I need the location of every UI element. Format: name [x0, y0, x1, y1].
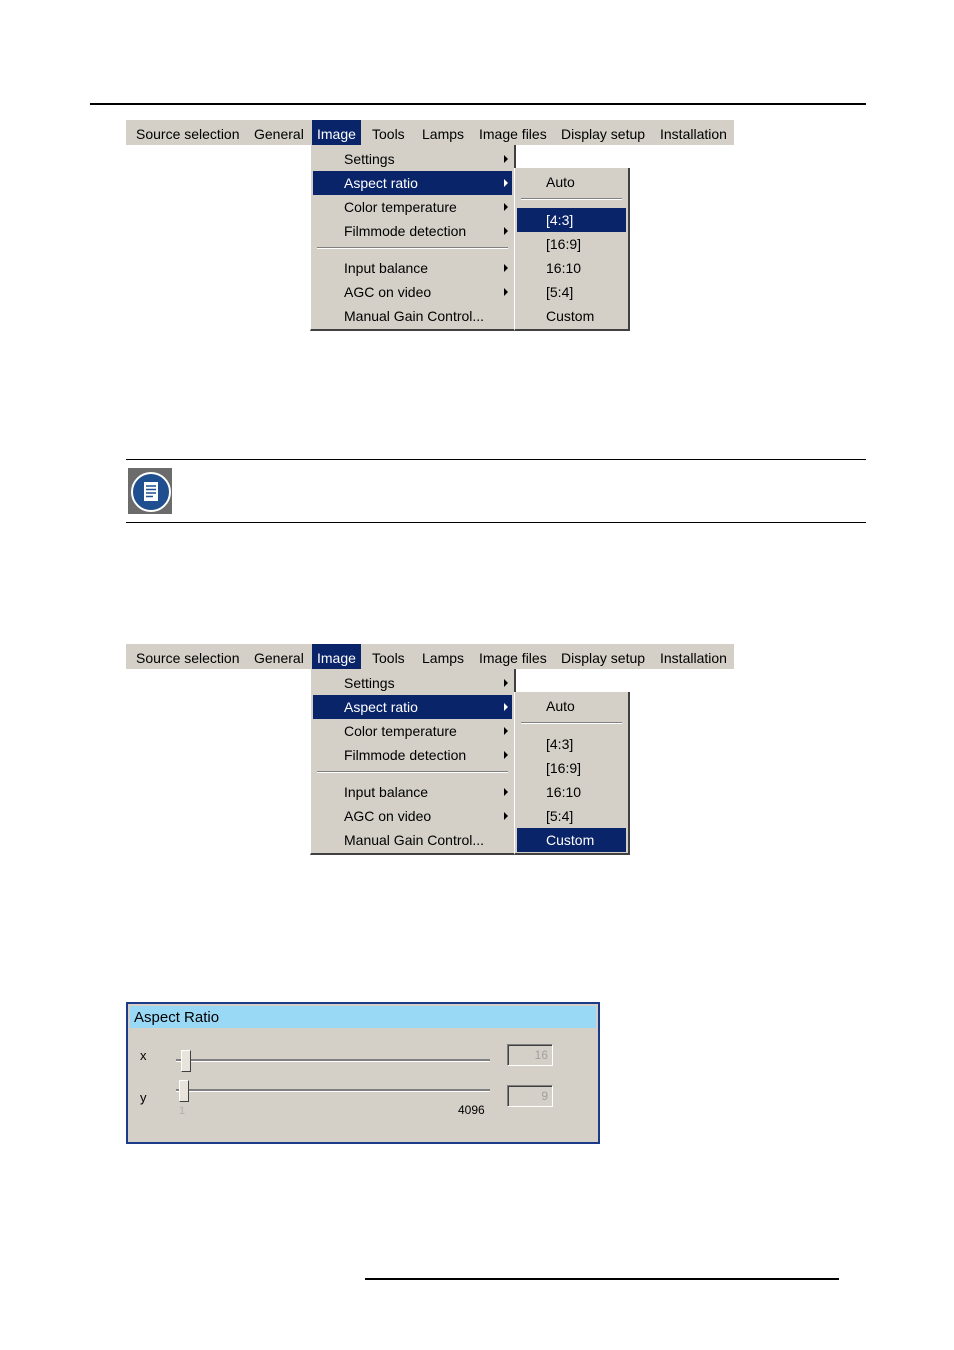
menu-bar [126, 120, 734, 145]
note-bottom-rule [126, 522, 866, 523]
y-label: y [140, 1090, 147, 1105]
x-slider-thumb[interactable] [181, 1050, 191, 1072]
submenu-arrow-icon [504, 703, 508, 711]
submenu-arrow-icon [504, 727, 508, 735]
submenu-item-4-3[interactable]: [4:3] [546, 736, 574, 752]
y-slider-track[interactable] [176, 1089, 490, 1092]
menu-item-manual-gain-control[interactable]: Manual Gain Control... [344, 308, 485, 324]
note-top-rule [126, 459, 866, 460]
menu-item-aspect-ratio[interactable]: Aspect ratio [313, 171, 512, 195]
menubar-installation[interactable]: Installation [660, 126, 727, 142]
menu-separator [317, 771, 508, 773]
image-menu [310, 145, 516, 331]
menubar-general[interactable]: General [254, 650, 304, 666]
menu-item-settings[interactable]: Settings [313, 671, 512, 695]
submenu-item-custom[interactable]: Custom [517, 828, 626, 852]
note-circle [131, 472, 171, 512]
header-rule [90, 103, 866, 105]
menu-separator [521, 198, 622, 200]
menu-item-filmmode-detection[interactable]: Filmmode detection [313, 219, 512, 243]
menu-separator [317, 247, 508, 249]
aspect-ratio-submenu [514, 692, 630, 855]
submenu-arrow-icon [504, 264, 508, 272]
submenu-item-auto[interactable]: Auto [546, 174, 575, 190]
menubar-tools[interactable]: Tools [372, 126, 405, 142]
y-slider-thumb[interactable] [179, 1080, 189, 1102]
menu-item-manual-gain-control[interactable]: Manual Gain Control... [344, 832, 485, 848]
menubar-display-setup[interactable]: Display setup [561, 650, 646, 666]
submenu-item-5-4[interactable]: [5:4] [546, 808, 574, 824]
submenu-item-auto[interactable]: Auto [546, 698, 575, 714]
menu-item-input-balance[interactable]: Input balance [313, 780, 512, 804]
menu-item-input-balance[interactable]: Input balance [313, 256, 512, 280]
footer-rule [365, 1278, 839, 1280]
menu-item-agc-on-video[interactable]: AGC on video [313, 804, 512, 828]
menubar-lamps[interactable]: Lamps [422, 126, 465, 142]
submenu-item-4-3[interactable]: [4:3] [517, 208, 626, 232]
menubar-source-selection[interactable]: Source selection [136, 126, 240, 142]
dialog-title: Aspect Ratio [130, 1006, 596, 1028]
submenu-item-16-10[interactable]: 16:10 [546, 784, 582, 800]
menu-item-settings[interactable]: Settings [313, 147, 512, 171]
menubar-image[interactable]: Image [312, 120, 361, 145]
submenu-arrow-icon [504, 288, 508, 296]
slider-min-label: 1 [179, 1105, 186, 1117]
menubar-lamps[interactable]: Lamps [422, 650, 465, 666]
menubar-image[interactable]: Image [312, 644, 361, 669]
x-slider-track[interactable] [176, 1059, 490, 1062]
submenu-item-custom[interactable]: Custom [546, 308, 595, 324]
submenu-item-16-10[interactable]: 16:10 [546, 260, 582, 276]
menubar-image-files[interactable]: Image files [479, 126, 547, 142]
submenu-arrow-icon [504, 227, 508, 235]
menu-item-color-temperature[interactable]: Color temperature [313, 719, 512, 743]
menu-bar [126, 644, 734, 669]
menu-separator [521, 722, 622, 724]
submenu-arrow-icon [504, 203, 508, 211]
menu-screenshot-1 [126, 120, 734, 335]
menubar-installation[interactable]: Installation [660, 650, 727, 666]
aspect-ratio-dialog [126, 1002, 600, 1144]
submenu-arrow-icon [504, 751, 508, 759]
menu-screenshot-2 [126, 644, 734, 859]
y-value-field[interactable]: 9 [507, 1085, 553, 1107]
submenu-item-16-9[interactable]: [16:9] [546, 760, 582, 776]
menu-item-filmmode-detection[interactable]: Filmmode detection [313, 743, 512, 767]
menubar-tools[interactable]: Tools [372, 650, 405, 666]
submenu-arrow-icon [504, 788, 508, 796]
submenu-item-16-9[interactable]: [16:9] [546, 236, 582, 252]
menubar-source-selection[interactable]: Source selection [136, 650, 240, 666]
submenu-arrow-icon [504, 812, 508, 820]
slider-max-label: 4096 [458, 1103, 485, 1117]
menubar-image-files[interactable]: Image files [479, 650, 547, 666]
submenu-arrow-icon [504, 679, 508, 687]
note-icon [128, 468, 172, 514]
document-icon [133, 474, 169, 510]
menubar-general[interactable]: General [254, 126, 304, 142]
menu-item-color-temperature[interactable]: Color temperature [313, 195, 512, 219]
menu-item-agc-on-video[interactable]: AGC on video [313, 280, 512, 304]
menu-item-aspect-ratio[interactable]: Aspect ratio [313, 695, 512, 719]
aspect-ratio-submenu [514, 168, 630, 331]
submenu-arrow-icon [504, 179, 508, 187]
x-label: x [140, 1048, 147, 1063]
submenu-item-5-4[interactable]: [5:4] [546, 284, 574, 300]
x-value-field[interactable]: 16 [507, 1044, 553, 1066]
menubar-display-setup[interactable]: Display setup [561, 126, 646, 142]
submenu-arrow-icon [504, 155, 508, 163]
image-menu [310, 669, 516, 855]
